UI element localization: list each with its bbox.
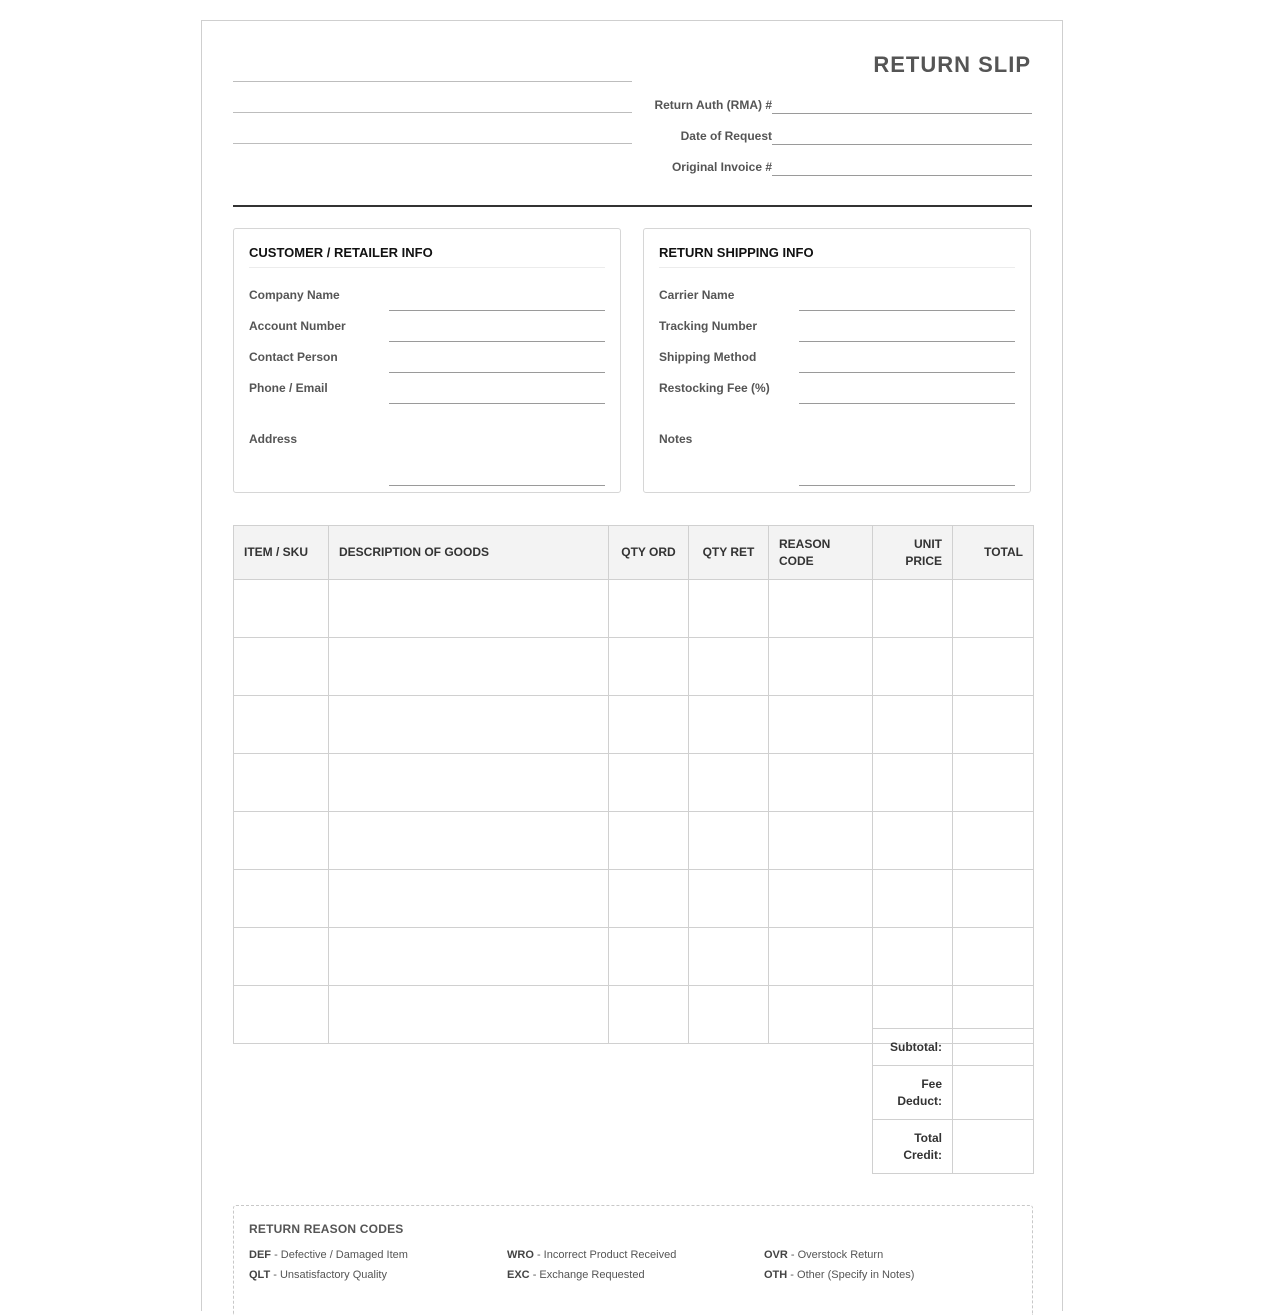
shipping-method-label: Shipping Method <box>659 350 757 364</box>
fee-deduct-label-line-1: Fee <box>921 1076 942 1091</box>
reason-codes-box <box>233 1205 1033 1315</box>
unit-price-cell[interactable] <box>873 870 953 928</box>
sender-line-3[interactable] <box>233 143 632 144</box>
reason-code-oth <box>764 1269 914 1281</box>
reason-code-wro <box>507 1249 676 1261</box>
rma-field <box>642 92 1032 114</box>
date-field <box>642 123 1032 145</box>
shipping-info-box <box>643 228 1031 493</box>
qty-ord-cell[interactable] <box>609 986 689 1044</box>
col-total: TOTAL <box>953 526 1034 580</box>
qty-ord-cell[interactable] <box>609 580 689 638</box>
reason-code-wro-text: - Incorrect Product Received <box>536 1249 677 1261</box>
subtotal-value-cell[interactable] <box>953 1029 1034 1066</box>
invoice-label: Original Invoice # <box>671 160 772 174</box>
qty-ret-cell[interactable] <box>689 928 769 986</box>
table-row <box>234 754 1034 812</box>
reason-code-exc-text: - Exchange Requested <box>532 1269 645 1281</box>
reason-code-cell[interactable] <box>769 696 873 754</box>
total-cell[interactable] <box>953 870 1034 928</box>
phone-email-field <box>249 379 605 399</box>
reason-code-ovr-text: - Overstock Return <box>790 1249 884 1261</box>
reason-code-cell[interactable] <box>769 986 873 1044</box>
reason-code-ovr <box>764 1249 883 1261</box>
restocking-fee-field <box>659 379 1015 399</box>
reason-code-cell[interactable] <box>769 580 873 638</box>
total-credit-label-line-2: Credit: <box>903 1147 942 1162</box>
qty-ord-cell[interactable] <box>609 812 689 870</box>
notes-field <box>659 430 1015 450</box>
reason-code-cell[interactable] <box>769 812 873 870</box>
shipping-method-input[interactable] <box>799 372 1015 373</box>
sender-line-2[interactable] <box>233 112 632 113</box>
table-row <box>234 638 1034 696</box>
item-sku-cell[interactable] <box>234 986 329 1044</box>
qty-ord-cell[interactable] <box>609 928 689 986</box>
tracking-number-label: Tracking Number <box>659 319 758 333</box>
item-sku-cell[interactable] <box>234 754 329 812</box>
company-name-input[interactable] <box>389 310 605 311</box>
reason-code-ovr-code: OVR <box>764 1249 788 1261</box>
table-row <box>234 696 1034 754</box>
unit-price-cell[interactable] <box>873 580 953 638</box>
account-number-field <box>249 317 605 337</box>
address-input[interactable] <box>389 485 605 486</box>
description-cell[interactable] <box>329 696 609 754</box>
reason-code-cell[interactable] <box>769 870 873 928</box>
col-unit-price <box>873 526 953 580</box>
col-reason-code-line-2: CODE <box>779 553 814 568</box>
sender-line-1[interactable] <box>233 81 632 82</box>
total-cell[interactable] <box>953 754 1034 812</box>
phone-email-label: Phone / Email <box>249 381 328 395</box>
restocking-fee-input[interactable] <box>799 403 1015 404</box>
date-input[interactable] <box>772 144 1032 145</box>
customer-info-box <box>233 228 621 493</box>
item-sku-cell[interactable] <box>234 638 329 696</box>
col-unit-price-line-1: UNIT <box>914 536 942 551</box>
item-sku-cell[interactable] <box>234 580 329 638</box>
reason-code-qlt <box>249 1269 387 1281</box>
carrier-name-field <box>659 286 1015 306</box>
reason-code-cell[interactable] <box>769 928 873 986</box>
fee-deduct-row <box>873 1066 1034 1120</box>
item-sku-cell[interactable] <box>234 696 329 754</box>
description-cell[interactable] <box>329 986 609 1044</box>
invoice-input[interactable] <box>772 175 1032 176</box>
item-sku-cell[interactable] <box>234 870 329 928</box>
rma-label: Return Auth (RMA) # <box>654 98 772 112</box>
reason-code-wro-code: WRO <box>507 1249 534 1261</box>
qty-ret-cell[interactable] <box>689 754 769 812</box>
reason-code-exc-code: EXC <box>507 1269 530 1281</box>
items-table <box>233 525 1034 1044</box>
reason-codes-title: RETURN REASON CODES <box>249 1222 404 1236</box>
qty-ord-cell[interactable] <box>609 696 689 754</box>
total-credit-label-line-1: Total <box>914 1130 942 1145</box>
subtotal-label: Subtotal: <box>873 1029 953 1066</box>
account-number-label: Account Number <box>249 319 346 333</box>
total-cell[interactable] <box>953 638 1034 696</box>
item-sku-cell[interactable] <box>234 928 329 986</box>
carrier-name-input[interactable] <box>799 310 1015 311</box>
total-cell[interactable] <box>953 580 1034 638</box>
fee-deduct-label <box>873 1066 953 1120</box>
description-cell[interactable] <box>329 580 609 638</box>
company-name-field <box>249 286 605 306</box>
unit-price-cell[interactable] <box>873 928 953 986</box>
table-row <box>234 580 1034 638</box>
qty-ord-cell[interactable] <box>609 638 689 696</box>
qty-ord-cell[interactable] <box>609 870 689 928</box>
header-divider <box>233 205 1032 207</box>
qty-ret-cell[interactable] <box>689 580 769 638</box>
description-cell[interactable] <box>329 870 609 928</box>
reason-code-cell[interactable] <box>769 638 873 696</box>
total-cell[interactable] <box>953 696 1034 754</box>
reason-code-def-code: DEF <box>249 1249 271 1261</box>
description-cell[interactable] <box>329 638 609 696</box>
shipping-info-title: RETURN SHIPPING INFO <box>659 245 1015 268</box>
tracking-number-input[interactable] <box>799 341 1015 342</box>
qty-ord-cell[interactable] <box>609 754 689 812</box>
col-reason-code-line-1: REASON <box>779 536 831 551</box>
qty-ret-cell[interactable] <box>689 638 769 696</box>
rma-input[interactable] <box>772 113 1032 114</box>
return-slip-sheet <box>201 20 1063 1311</box>
fee-deduct-label-line-2: Deduct: <box>897 1093 942 1108</box>
unit-price-cell[interactable] <box>873 754 953 812</box>
qty-ret-cell[interactable] <box>689 696 769 754</box>
subtotal-row <box>873 1029 1034 1066</box>
notes-label: Notes <box>659 432 693 446</box>
fee-deduct-value-cell[interactable] <box>953 1066 1034 1120</box>
tracking-number-field <box>659 317 1015 337</box>
total-cell[interactable] <box>953 928 1034 986</box>
total-credit-value-cell[interactable] <box>953 1120 1034 1174</box>
description-cell[interactable] <box>329 754 609 812</box>
unit-price-cell[interactable] <box>873 638 953 696</box>
unit-price-cell[interactable] <box>873 812 953 870</box>
table-row <box>234 870 1034 928</box>
account-number-input[interactable] <box>389 341 605 342</box>
reason-code-cell[interactable] <box>769 754 873 812</box>
reason-code-oth-code: OTH <box>764 1269 788 1281</box>
totals-table <box>872 1028 1034 1174</box>
unit-price-cell[interactable] <box>873 696 953 754</box>
table-header-row <box>234 526 1034 580</box>
reason-code-qlt-code: QLT <box>249 1269 271 1281</box>
item-sku-cell[interactable] <box>234 812 329 870</box>
qty-ret-cell[interactable] <box>689 870 769 928</box>
reason-code-def-text: - Defective / Damaged Item <box>274 1249 408 1261</box>
phone-email-input[interactable] <box>389 403 605 404</box>
col-item-sku: ITEM / SKU <box>234 526 329 580</box>
contact-person-label: Contact Person <box>249 350 338 364</box>
col-reason-code <box>769 526 873 580</box>
customer-info-title: CUSTOMER / RETAILER INFO <box>249 245 605 268</box>
table-row <box>234 812 1034 870</box>
restocking-fee-label: Restocking Fee (%) <box>659 381 770 395</box>
description-cell[interactable] <box>329 928 609 986</box>
address-field <box>249 430 605 450</box>
notes-input[interactable] <box>799 485 1015 486</box>
col-qty-ret: QTY RET <box>689 526 769 580</box>
invoice-field <box>642 154 1032 176</box>
contact-person-field <box>249 348 605 368</box>
col-description: DESCRIPTION OF GOODS <box>329 526 609 580</box>
shipping-method-field <box>659 348 1015 368</box>
carrier-name-label: Carrier Name <box>659 288 735 302</box>
col-qty-ord: QTY ORD <box>609 526 689 580</box>
address-label: Address <box>249 432 298 446</box>
company-name-label: Company Name <box>249 288 340 302</box>
description-cell[interactable] <box>329 812 609 870</box>
reason-code-qlt-text: - Unsatisfactory Quality <box>273 1269 387 1281</box>
qty-ret-cell[interactable] <box>689 986 769 1044</box>
total-credit-row <box>873 1120 1034 1174</box>
reason-code-exc <box>507 1269 645 1281</box>
total-credit-label <box>873 1120 953 1174</box>
contact-person-input[interactable] <box>389 372 605 373</box>
total-cell[interactable] <box>953 812 1034 870</box>
date-label: Date of Request <box>680 129 772 143</box>
col-unit-price-line-2: PRICE <box>905 553 942 568</box>
qty-ret-cell[interactable] <box>689 812 769 870</box>
table-row <box>234 928 1034 986</box>
reason-code-oth-text: - Other (Specify in Notes) <box>790 1269 915 1281</box>
reason-code-def <box>249 1249 408 1261</box>
page-title: RETURN SLIP <box>873 52 1031 77</box>
